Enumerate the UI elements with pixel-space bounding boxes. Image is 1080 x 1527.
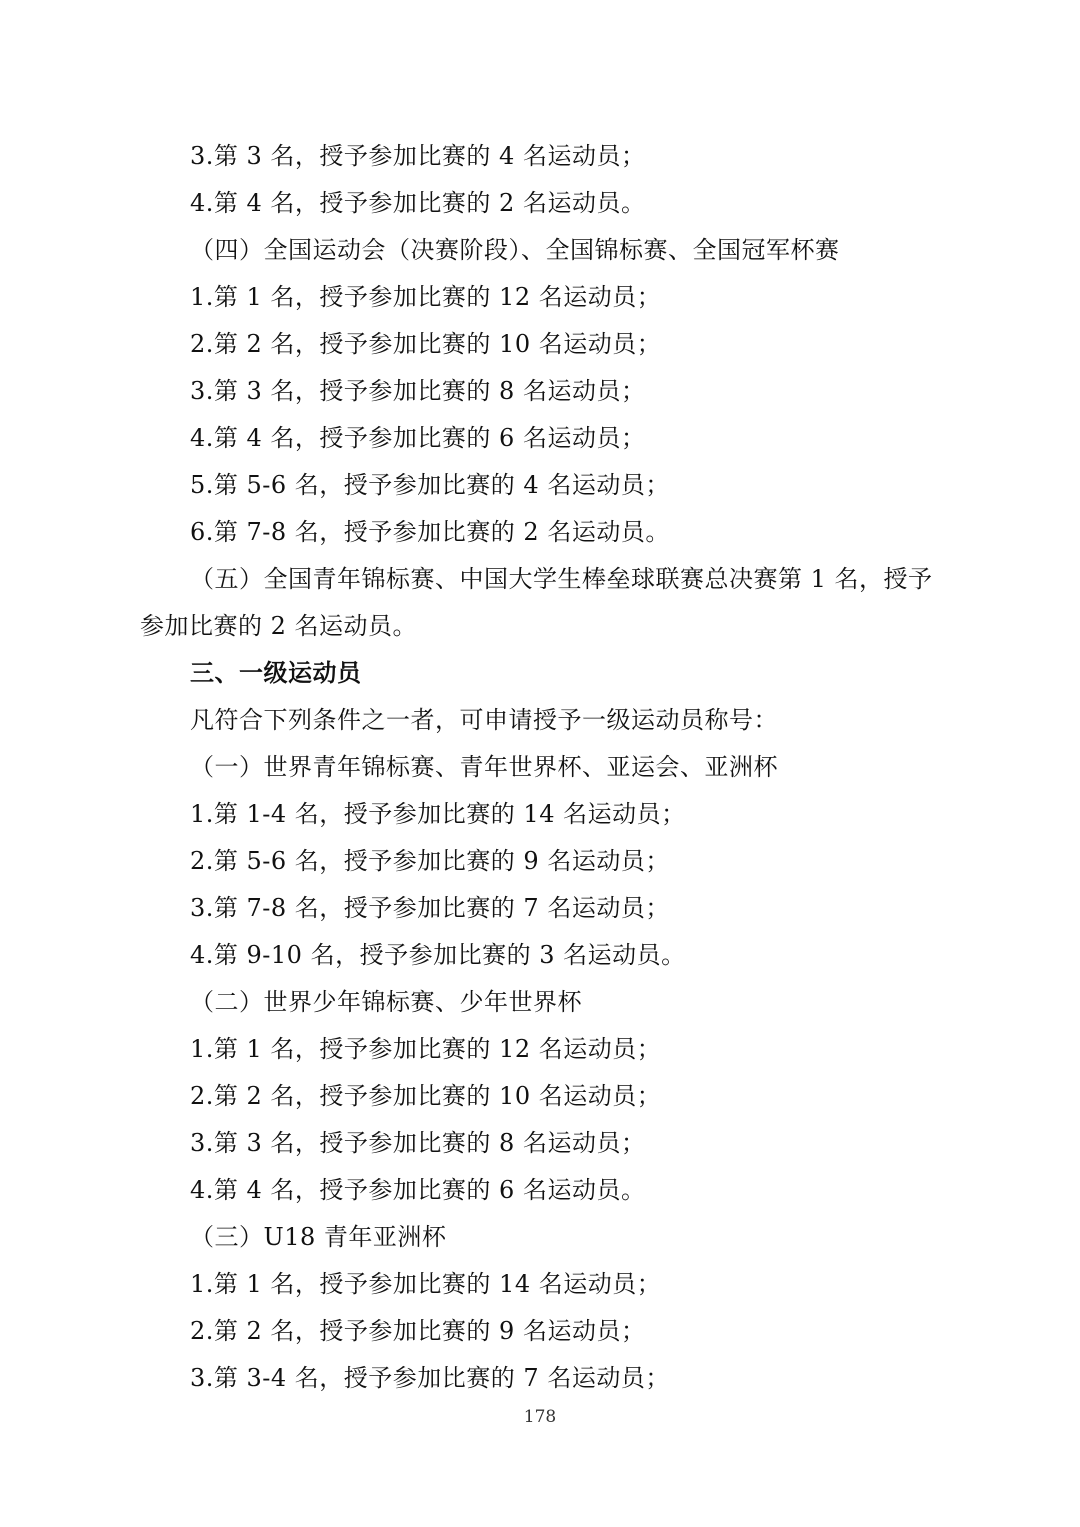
paragraph: 凡符合下列条件之一者，可申请授予一级运动员称号： (190, 706, 778, 734)
list-item: 5.第 5-6 名，授予参加比赛的 4 名运动员； (190, 471, 670, 499)
list-item: 4.第 4 名，授予参加比赛的 6 名运动员。 (190, 1176, 646, 1204)
page-number: 178 (523, 1407, 557, 1427)
list-item: 2.第 2 名，授予参加比赛的 10 名运动员； (190, 330, 662, 358)
section-subheading: （五）全国青年锦标赛、中国大学生棒垒球联赛总决赛第 1 名，授予 (190, 565, 933, 593)
list-item: 4.第 4 名，授予参加比赛的 6 名运动员； (190, 424, 646, 452)
list-item: 2.第 2 名，授予参加比赛的 9 名运动员； (190, 1317, 646, 1345)
list-item: 4.第 9-10 名，授予参加比赛的 3 名运动员。 (190, 941, 686, 969)
paragraph-continuation: 参加比赛的 2 名运动员。 (140, 612, 418, 640)
list-item: 3.第 3 名，授予参加比赛的 4 名运动员； (190, 142, 646, 170)
list-item: 3.第 3 名，授予参加比赛的 8 名运动员； (190, 377, 646, 405)
section-subheading: （二）世界少年锦标赛、少年世界杯 (190, 988, 582, 1016)
section-subheading: （三）U18 青年亚洲杯 (190, 1223, 447, 1251)
list-item: 2.第 5-6 名，授予参加比赛的 9 名运动员； (190, 847, 670, 875)
list-item: 6.第 7-8 名，授予参加比赛的 2 名运动员。 (190, 518, 670, 546)
list-item: 1.第 1 名，授予参加比赛的 12 名运动员； (190, 1035, 662, 1063)
section-subheading: （一）世界青年锦标赛、青年世界杯、亚运会、亚洲杯 (190, 753, 778, 781)
list-item: 2.第 2 名，授予参加比赛的 10 名运动员； (190, 1082, 662, 1110)
list-item: 1.第 1 名，授予参加比赛的 14 名运动员； (190, 1270, 662, 1298)
list-item: 1.第 1-4 名，授予参加比赛的 14 名运动员； (190, 800, 686, 828)
section-subheading: （四）全国运动会（决赛阶段）、全国锦标赛、全国冠军杯赛 (190, 236, 840, 264)
list-item: 3.第 7-8 名，授予参加比赛的 7 名运动员； (190, 894, 670, 922)
list-item: 3.第 3 名，授予参加比赛的 8 名运动员； (190, 1129, 646, 1157)
list-item: 1.第 1 名，授予参加比赛的 12 名运动员； (190, 283, 662, 311)
list-item: 4.第 4 名，授予参加比赛的 2 名运动员。 (190, 189, 646, 217)
section-heading: 三、一级运动员 (190, 659, 362, 687)
list-item: 3.第 3-4 名，授予参加比赛的 7 名运动员； (190, 1364, 670, 1392)
